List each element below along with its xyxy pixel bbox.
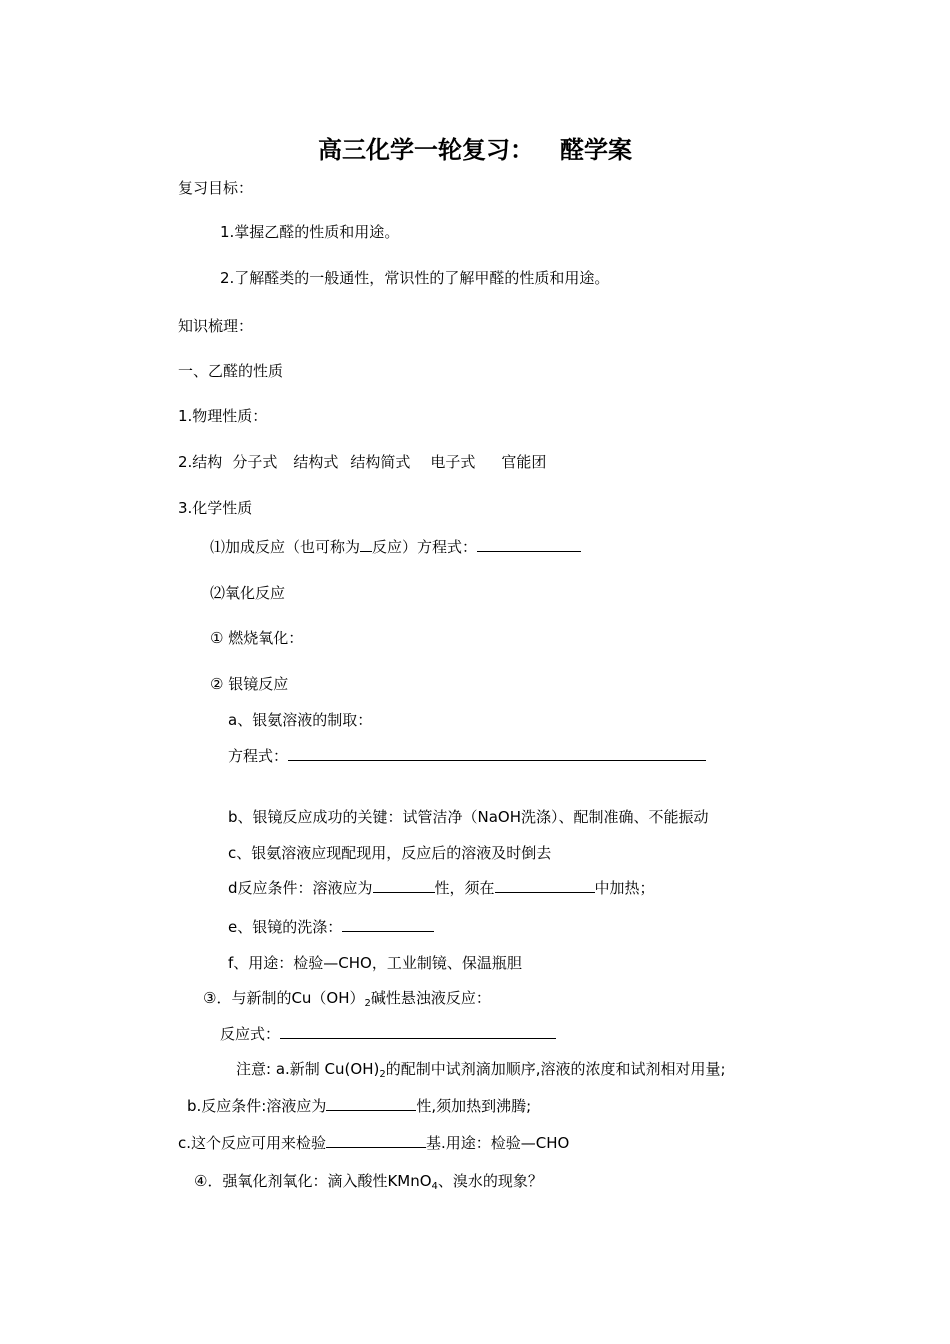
condition-b-text-2: 性,须加热到沸腾;: [416, 1097, 532, 1115]
structure-functional-group: 官能团: [501, 453, 547, 471]
reaction-formula-blank[interactable]: [280, 1024, 556, 1039]
strong-oxidant-oxidation: [194, 1171, 543, 1197]
condition-b-blank[interactable]: [326, 1096, 416, 1111]
structure-simplified: 结构简式: [350, 453, 411, 471]
use-c-text-2: 基.用途：检验—CHO: [426, 1134, 570, 1152]
combustion-oxidation: ① 燃烧氧化：: [210, 629, 304, 647]
note-subscript: 2: [379, 1069, 386, 1080]
note-text-2: 的配制中试剂滴加顺序,溶液的浓度和试剂相对用量;: [385, 1060, 726, 1078]
reaction-formula-line: [220, 1024, 556, 1044]
condition-b-text-1: b.反应条件:溶液应为: [187, 1097, 327, 1115]
addition-blank-1[interactable]: [360, 537, 372, 552]
washing-label: e、银镜的洗涤：: [228, 918, 343, 936]
cuoh-text-1: ③．与新制的Cu（OH）: [203, 989, 365, 1007]
structure-line: [178, 452, 546, 472]
reaction-condition-d: [228, 878, 655, 898]
washing-blank[interactable]: [342, 917, 434, 932]
silver-mirror-washing: [228, 917, 434, 937]
condition-d-text-1: d反应条件：溶液应为: [228, 879, 373, 897]
condition-d-blank-2[interactable]: [495, 878, 595, 893]
use-c-blank[interactable]: [326, 1133, 426, 1148]
structure-molecular: 分子式: [232, 453, 278, 471]
equation-blank[interactable]: [288, 746, 706, 761]
use-c-text-1: c.这个反应可用来检验: [178, 1134, 327, 1152]
page-title: [0, 133, 950, 167]
strong-text-1: ④．强氧化剂氧化：滴入酸性KMnO: [194, 1172, 432, 1190]
review-goal-heading: 复习目标：: [178, 179, 254, 197]
note-text-1: 注意: a.新制 Cu(OH): [236, 1060, 380, 1078]
oxidation-reaction: ⑵氧化反应: [210, 584, 286, 602]
silver-ammonia-fresh: c、银氨溶液应现配现用，反应后的溶液及时倒去: [228, 844, 552, 862]
title-main: 高三化学一轮复习：: [318, 136, 534, 164]
title-topic: 醛学案: [560, 136, 632, 164]
equation-label: 方程式：: [228, 747, 289, 765]
goal-2: 2.了解醛类的一般通性，常识性的了解甲醛的性质和用途。: [220, 269, 610, 287]
strong-text-2: 、溴水的现象？: [437, 1172, 543, 1190]
note-line: [236, 1059, 726, 1085]
condition-d-blank-1[interactable]: [373, 878, 435, 893]
knowledge-heading: 知识梳理：: [178, 317, 254, 335]
physical-properties: 1.物理性质：: [178, 407, 268, 425]
condition-d-text-2: 性，须在: [434, 879, 495, 897]
section-1-heading: 一、乙醛的性质: [178, 362, 284, 380]
chemical-properties: 3.化学性质: [178, 499, 253, 517]
silver-ammonia-preparation: a、银氨溶液的制取：: [228, 711, 373, 729]
goal-1: 1.掌握乙醛的性质和用途。: [220, 223, 400, 241]
addition-text-1: ⑴加成反应（也可称为: [210, 538, 361, 556]
condition-d-text-3: 中加热；: [594, 879, 655, 897]
reaction-use-c: [178, 1133, 569, 1153]
structure-electron: 电子式: [430, 453, 476, 471]
equation-line: [228, 746, 706, 766]
strong-subscript: 4: [431, 1181, 438, 1192]
addition-reaction: [210, 537, 581, 557]
addition-text-2: 反应）方程式：: [372, 538, 478, 556]
cuoh-subscript: 2: [364, 998, 371, 1009]
structure-formula: 结构式: [293, 453, 339, 471]
structure-label: 2.结构: [178, 453, 223, 471]
silver-mirror-key: b、银镜反应成功的关键：试管洁净（NaOH洗涤）、配制准确、不能振动: [228, 808, 709, 826]
copper-hydroxide-reaction: [203, 988, 491, 1014]
addition-blank-2[interactable]: [477, 537, 581, 552]
reaction-condition-b: [187, 1096, 531, 1116]
silver-mirror-reaction: ② 银镜反应: [210, 675, 289, 693]
cuoh-text-2: 碱性悬浊液反应：: [370, 989, 491, 1007]
silver-mirror-use: f、用途：检验—CHO，工业制镜、保温瓶胆: [228, 954, 522, 972]
reaction-formula-label: 反应式：: [220, 1025, 281, 1043]
